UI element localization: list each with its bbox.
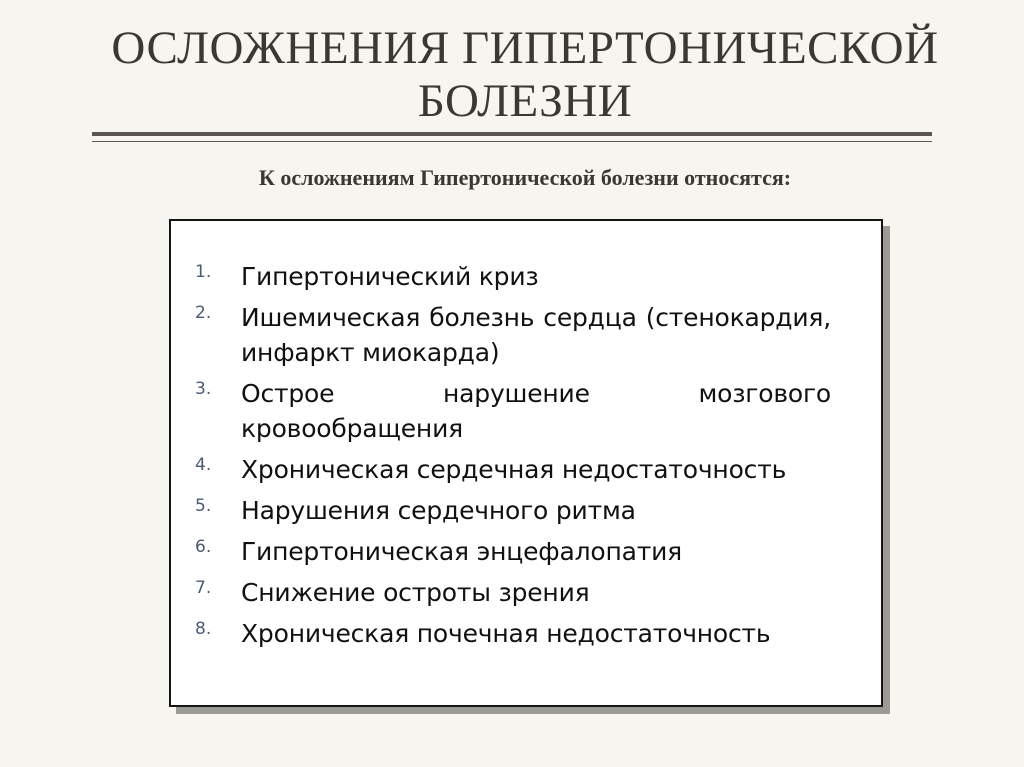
list-item-number: 5. (195, 496, 212, 516)
title-divider-thin (92, 141, 932, 142)
list-item (171, 376, 881, 446)
title-divider-thick (92, 132, 932, 136)
list-item-text: Нарушения сердечного ритма (241, 496, 636, 525)
list-item-text: Ишемическая болезнь сердца (стенокардия, инфаркт миокарда) (241, 303, 831, 367)
list-item-text: Гипертонический криз (241, 262, 539, 291)
list-item-number: 8. (195, 619, 212, 639)
list-item (171, 616, 881, 651)
list-item-number: 3. (195, 379, 212, 399)
list-item (171, 493, 881, 528)
slide-title: ОСЛОЖНЕНИЯ ГИПЕРТОНИЧЕСКОЙ БОЛЕЗНИ (111, 22, 939, 127)
list-item-number: 6. (195, 537, 212, 557)
complications-list-box (169, 219, 883, 707)
list-item-text: Гипертоническая энцефалопатия (241, 537, 682, 566)
complications-list (171, 259, 881, 657)
list-item-number: 2. (195, 303, 212, 323)
list-item-text: Снижение остроты зрения (241, 578, 590, 607)
list-item (171, 259, 881, 294)
list-item (171, 534, 881, 569)
list-item-text: Хроническая почечная недостаточность (241, 619, 771, 648)
list-item-text: Острое нарушение мозгового кровообращения (241, 379, 831, 443)
list-item (171, 575, 881, 610)
list-item (171, 300, 881, 370)
list-item (171, 452, 881, 487)
list-item-number: 1. (195, 262, 212, 282)
list-item-number: 4. (195, 455, 212, 475)
list-item-number: 7. (195, 578, 212, 598)
list-item-text: Хроническая сердечная недостаточность (241, 455, 787, 484)
slide-subtitle: К осложнениям Гипертонической болезни относятся: (258, 165, 792, 190)
